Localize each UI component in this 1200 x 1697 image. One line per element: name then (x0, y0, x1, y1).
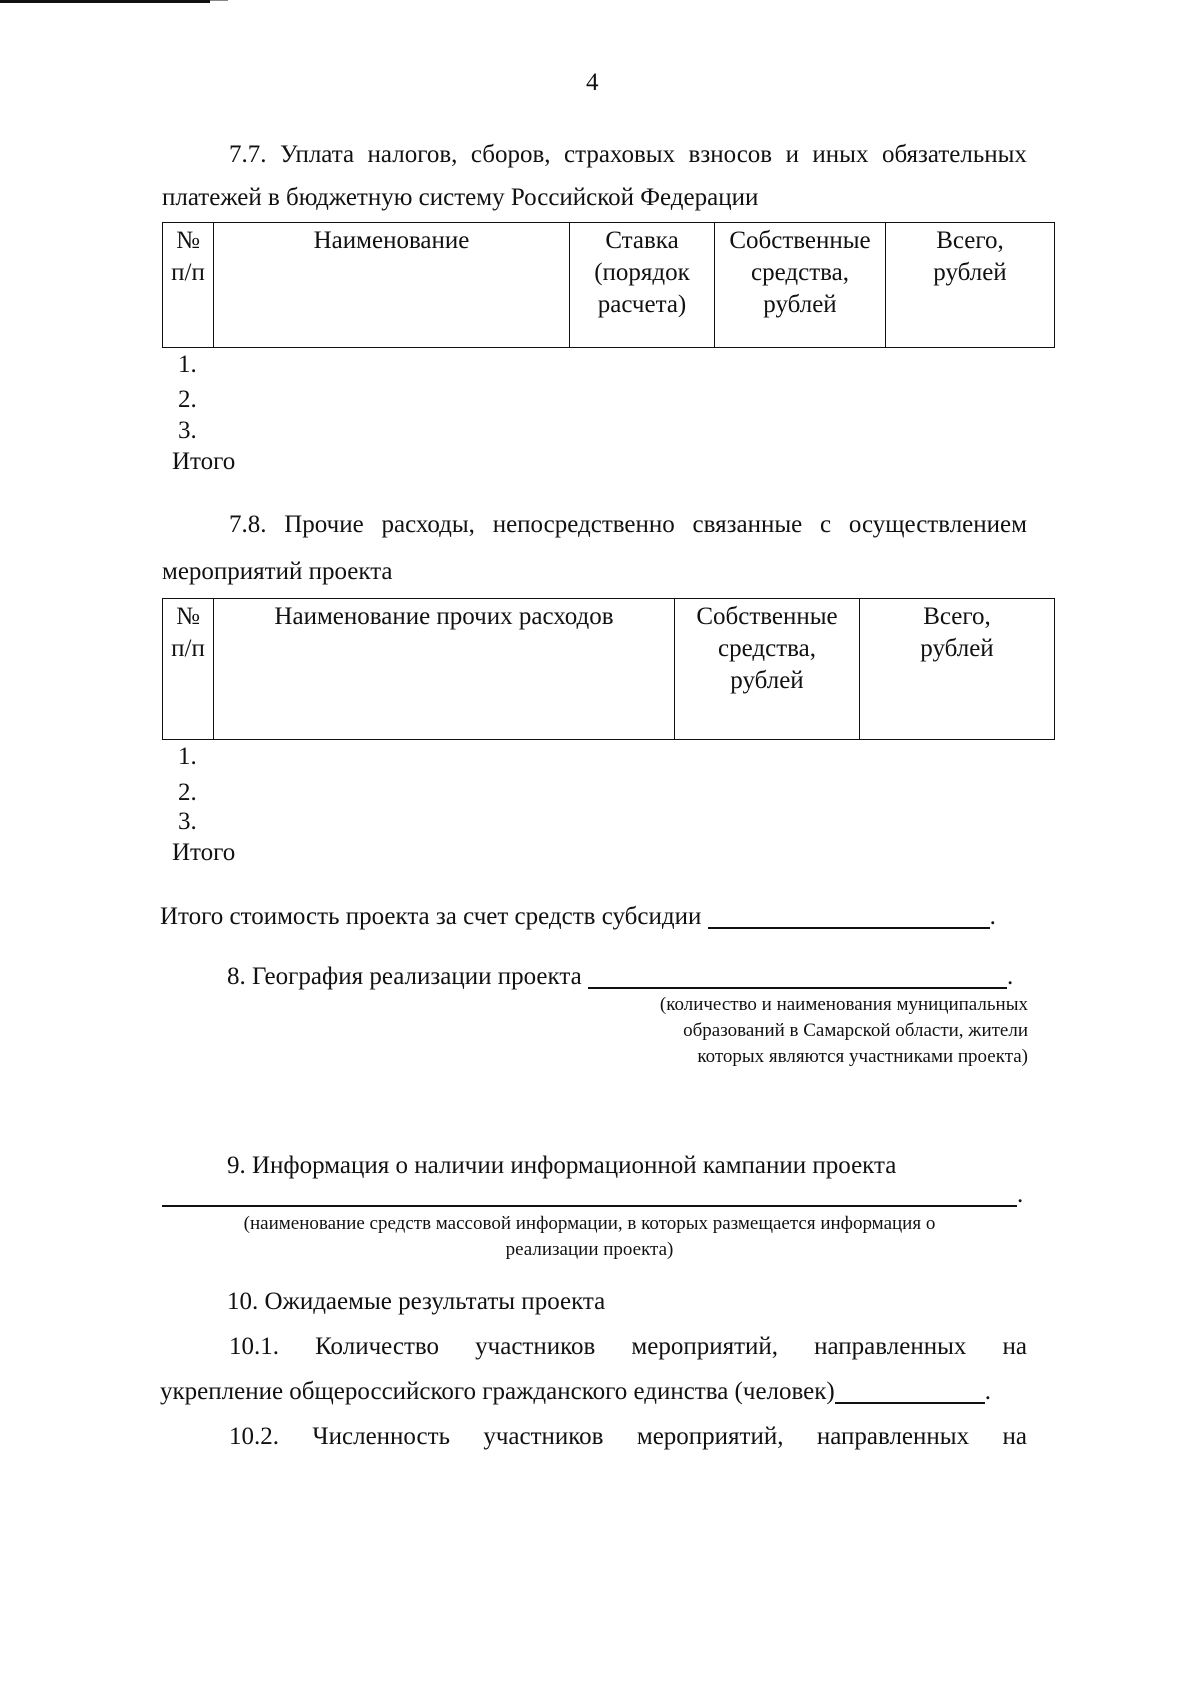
col-name-header: Наименование прочих расходов (214, 599, 675, 740)
table-7-7-row-1: 1. (178, 351, 197, 378)
table-7-8-row-1: 1. (178, 743, 197, 770)
section-8-line: 8. География реализации проекта . (227, 963, 1014, 990)
col-total-header: Всего, рублей (860, 599, 1055, 740)
subsidy-total-blank (708, 905, 990, 929)
scan-edge-mark-thin (210, 0, 228, 1)
table-7-7-row-3: 3. (178, 417, 197, 444)
subsidy-total-line: Итого стоимость проекта за счет средств субсидии . (160, 903, 996, 930)
col-number-header: № п/п (163, 599, 214, 740)
section-9-line: . (162, 1182, 1023, 1207)
section-10-1-line1: 10.1. Количество участников мероприятий, направленных на (229, 1333, 1027, 1360)
col-own-funds-header: Собственные средства, рублей (715, 223, 886, 348)
table-7-7-row-2: 2. (178, 386, 197, 413)
col-number-header: № п/п (163, 223, 214, 348)
section-7-8-heading-line1: 7.8. Прочие расходы, непосредственно связанные с осуществлением (229, 511, 1027, 538)
section-10-heading: 10. Ожидаемые результаты проекта (227, 1288, 606, 1315)
col-total-header: Всего, рублей (886, 223, 1055, 348)
geography-blank (588, 965, 1007, 989)
col-own-funds-header: Собственные средства, рублей (675, 599, 860, 740)
table-7-8-row-3: 3. (178, 808, 197, 835)
page-number: 4 (586, 69, 599, 96)
section-10-2-line1: 10.2. Численность участников мероприятий, направленных на (229, 1423, 1027, 1450)
participants-count-blank (835, 1380, 985, 1404)
table-7-8-total: Итого (172, 839, 236, 866)
scan-edge-mark (0, 0, 210, 3)
section-8-note: (количество и наименования муниципальных образований в Самарской области, жители которых являются участниками проекта) (659, 994, 1028, 1067)
other-expenses-table (162, 598, 1055, 740)
info-campaign-blank (162, 1183, 1017, 1207)
section-7-8-heading-line2: мероприятий проекта (162, 558, 393, 585)
section-7-7-heading-line2: платежей в бюджетную систему Российской Федерации (162, 184, 759, 211)
section-9-heading: 9. Информация о наличии информационной кампании проекта (227, 1152, 897, 1179)
section-10-1-line2: укрепление общероссийского гражданского единства (человек) . (160, 1378, 991, 1405)
taxes-table (162, 222, 1055, 348)
section-7-7-heading-line1: 7.7. Уплата налогов, сборов, страховых взносов и иных обязательных (229, 141, 1027, 168)
section-9-note: (наименование средств массовой информации, в которых размещается информация о реализации проекта) (243, 1213, 936, 1260)
col-rate-header: Ставка (порядок расчета) (570, 223, 715, 348)
table-7-7-total: Итого (172, 448, 236, 475)
col-name-header: Наименование (214, 223, 570, 348)
table-7-8-row-2: 2. (178, 779, 197, 806)
